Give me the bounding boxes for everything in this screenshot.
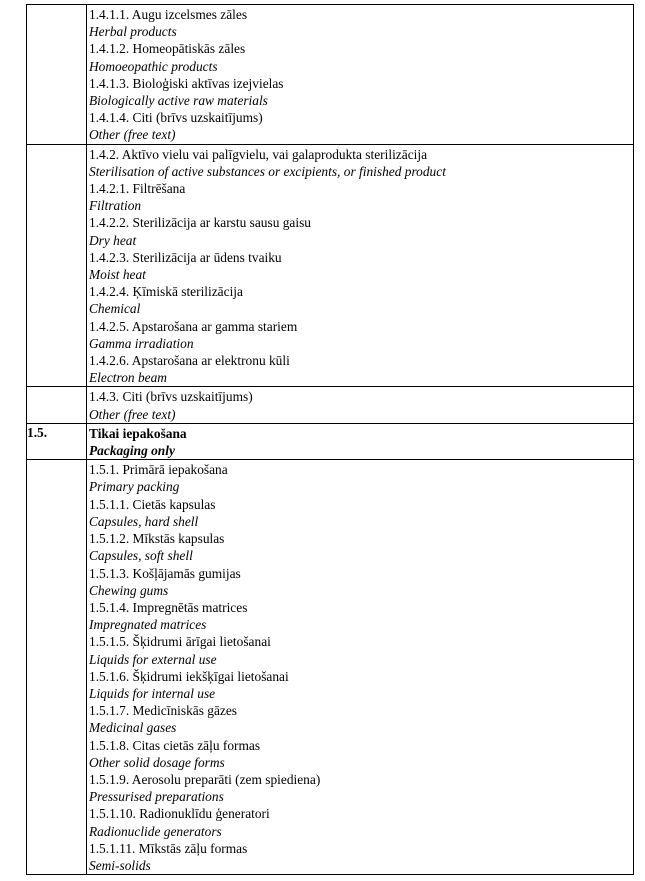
item-label-en: Other solid dosage forms [89, 754, 225, 770]
table-row [27, 423, 634, 459]
table-row [27, 144, 634, 387]
item-label-lv: 1.4.2. Aktīvo vielu vai palīgvielu, vai galaprodukta sterilizācija [89, 146, 428, 162]
item-label-en: Semi-solids [89, 857, 151, 873]
item-label-en: Sterilisation of active substances or excipients, or finished product [89, 163, 446, 179]
table-row [27, 387, 634, 423]
item-label-lv: 1.4.2.2. Sterilizācija ar karstu sausu gaisu [89, 215, 312, 231]
item-label-en: Medicinal gases [89, 720, 177, 736]
section-content [87, 145, 633, 387]
item-label-lv: 1.5.1.10. Radionuklīdu ģeneratori [89, 806, 270, 822]
section-content-cell [87, 5, 634, 145]
item-label-en: Capsules, soft shell [89, 548, 193, 564]
item-label-lv: 1.5.1.9. Aerosolu preparāti (zem spiediena) [89, 771, 321, 787]
item-label-lv: 1.5.1.7. Medicīniskās gāzes [89, 703, 238, 719]
section-number-cell: 1.5. [27, 423, 87, 459]
section-number-cell [27, 387, 87, 423]
item-label-lv: 1.4.2.6. Apstarošana ar elektronu kūli [89, 353, 290, 369]
item-label-lv: 1.5.1.11. Mīkstās zāļu formas [89, 840, 248, 856]
item-label-en: Homoeopathic products [89, 58, 218, 74]
item-label-lv: 1.4.2.5. Apstarošana ar gamma stariem [89, 318, 298, 334]
item-label-en: Dry heat [89, 232, 137, 248]
item-label-en: Primary packing [89, 479, 180, 495]
item-label-lv: 1.5.1.1. Cietās kapsulas [89, 496, 216, 512]
table-row [27, 5, 634, 145]
item-label-lv: 1.4.2.4. Ķīmiskā sterilizācija [89, 284, 243, 300]
section-content [87, 424, 633, 459]
section-content-cell [87, 460, 634, 875]
item-label-lv: 1.5.1.4. Impregnētās matrices [89, 599, 248, 615]
item-label-en: Herbal products [89, 24, 177, 40]
item-label-en: Other (free text) [89, 406, 176, 422]
item-label-en: Radionuclide generators [89, 823, 222, 839]
item-label-en: Liquids for external use [89, 651, 217, 667]
item-label-en: Filtration [89, 198, 142, 214]
item-label-lv: 1.5.1.8. Citas cietās zāļu formas [89, 737, 261, 753]
document-table [26, 4, 634, 875]
item-label-en: Impregnated matrices [89, 617, 207, 633]
item-label-lv: 1.5.1.3. Košļājamās gumijas [89, 565, 241, 581]
section-content [87, 460, 633, 874]
section-number-cell [27, 460, 87, 875]
item-label-lv: 1.4.1.1. Augu izcelsmes zāles [89, 7, 248, 22]
item-label-lv: 1.5.1.6. Šķidrumi iekšķīgai lietošanai [89, 668, 289, 684]
section-heading-en: Packaging only [89, 443, 175, 459]
item-label-lv: 1.4.1.2. Homeopātiskās zāles [89, 41, 246, 57]
section-content-cell [87, 423, 634, 459]
item-label-lv: 1.4.3. Citi (brīvs uzskaitījums) [89, 389, 253, 405]
section-heading-lv: Tikai iepakošana [89, 425, 187, 441]
section-content [87, 5, 633, 144]
item-label-en: Liquids for internal use [89, 685, 216, 701]
item-label-en: Chemical [89, 301, 141, 317]
item-label-lv: 1.5.1. Primārā iepakošana [89, 462, 228, 478]
item-label-en: Other (free text) [89, 127, 176, 143]
section-number-cell [27, 5, 87, 145]
item-label-lv: 1.4.2.3. Sterilizācija ar ūdens tvaiku [89, 249, 282, 265]
section-content [87, 387, 633, 422]
item-label-en: Gamma irradiation [89, 335, 194, 351]
item-label-lv: 1.4.1.4. Citi (brīvs uzskaitījums) [89, 110, 263, 126]
section-content-cell [87, 387, 634, 423]
document-table-body [27, 5, 634, 875]
item-label-en: Moist heat [89, 267, 146, 283]
item-label-en: Pressurised preparations [89, 789, 224, 805]
item-label-en: Chewing gums [89, 582, 169, 598]
section-content-cell [87, 144, 634, 387]
item-label-lv: 1.4.2.1. Filtrēšana [89, 181, 186, 197]
section-number-cell [27, 144, 87, 387]
item-label-en: Biologically active raw materials [89, 93, 268, 109]
item-label-en: Electron beam [89, 370, 167, 386]
item-label-lv: 1.5.1.2. Mīkstās kapsulas [89, 531, 225, 547]
table-row [27, 460, 634, 875]
item-label-lv: 1.5.1.5. Šķidrumi ārīgai lietošanai [89, 634, 271, 650]
item-label-lv: 1.4.1.3. Bioloģiski aktīvas izejvielas [89, 75, 284, 91]
item-label-en: Capsules, hard shell [89, 513, 199, 529]
